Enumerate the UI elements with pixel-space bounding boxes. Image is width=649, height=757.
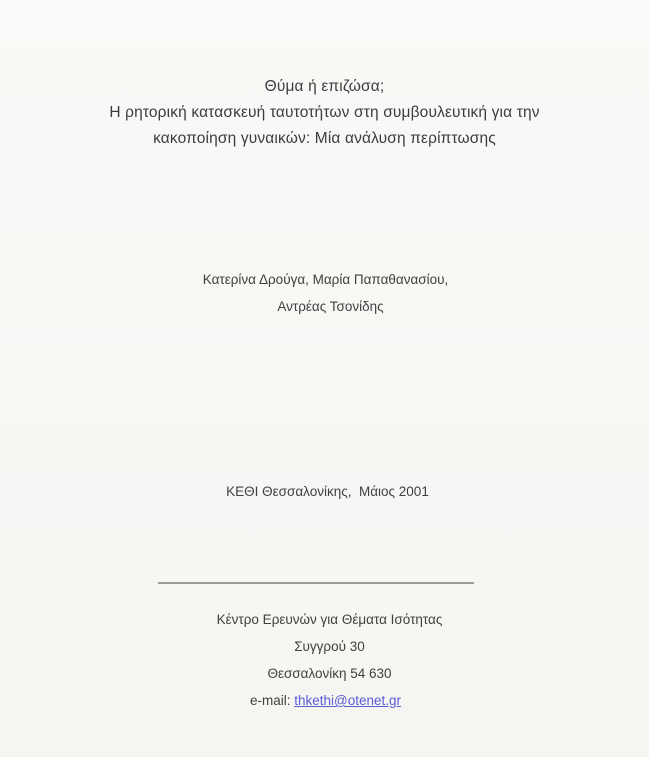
authors-line-2: Αντρέας Τσονίδης bbox=[277, 299, 384, 314]
email-link[interactable]: thkethi@otenet.gr bbox=[294, 693, 402, 708]
place-and-date: ΚΕΘΙ Θεσσαλονίκης, Μάιος 2001 bbox=[226, 484, 429, 499]
title-line-2: Η ρητορική κατασκευή ταυτοτήτων στη συμβουλευτική για την bbox=[109, 104, 540, 121]
title-line-1: Θύμα ή επιζώσα; bbox=[264, 78, 385, 95]
contact-address bbox=[0, 606, 649, 714]
email-label: e-mail: bbox=[249, 693, 295, 708]
email-line bbox=[0, 687, 649, 714]
organization-name: Κέντρο Ερευνών για Θέματα Ισότητας bbox=[216, 612, 443, 627]
city-postcode: Θεσσαλονίκη 54 630 bbox=[267, 666, 392, 681]
authors bbox=[0, 266, 649, 320]
title-line-3: κακοποίηση γυναικών: Μία ανάλυση περίπτωσης bbox=[153, 130, 496, 147]
authors-line-1: Κατερίνα Δρούγα, Μαρία Παπαθανασίου, bbox=[202, 272, 449, 287]
document-title bbox=[0, 74, 649, 152]
horizontal-divider bbox=[158, 582, 474, 584]
street-address: Συγγρού 30 bbox=[294, 639, 365, 654]
